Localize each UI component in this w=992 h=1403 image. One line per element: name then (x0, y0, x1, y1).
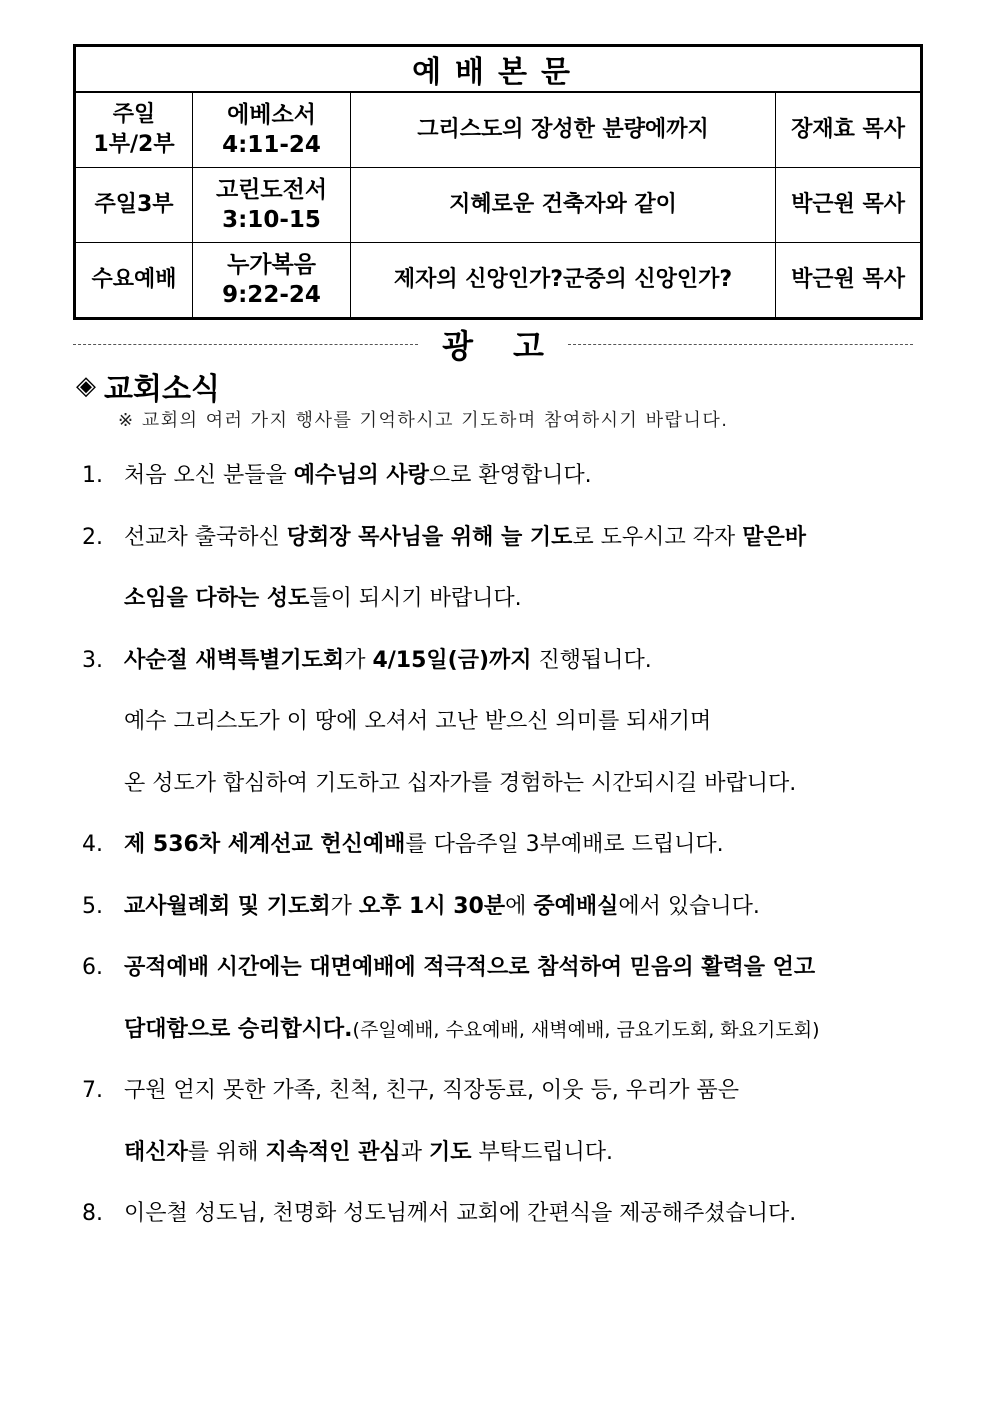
list-item (82, 758, 912, 820)
body-text: 예수 그리스도가 이 땅에 오셔서 고난 받으신 의미를 되새기며 (124, 709, 712, 734)
emphasis-text: 오후 1시 30분 (358, 893, 506, 919)
body-text: 처음 오신 분들을 (124, 463, 294, 488)
body-text: (주일예배, 수요예배, 새벽예배, 금요기도회, 화요기도회) (352, 1018, 820, 1041)
emphasis-text: 사순절 새벽특별기도회 (124, 647, 345, 673)
sermon-title: 지혜로운 건축자와 같이 (351, 168, 776, 243)
body-text: 진행됩니다. (531, 647, 652, 673)
service-name: 수요예배 (75, 243, 193, 319)
item-number: 8. (82, 1201, 103, 1226)
service-name: 주일 1부/2부 (75, 92, 193, 168)
body-text: 과 (400, 1139, 429, 1165)
body-text: 가 (344, 647, 373, 673)
scripture-reference: 고린도전서 3:10-15 (193, 168, 351, 243)
emphasis-text: 담대함으로 승리합시다. (124, 1016, 353, 1042)
news-list (82, 450, 912, 1250)
body-text: 이은철 성도님, 천명화 성도님께서 교회에 간편식을 제공해주셨습니다. (124, 1201, 797, 1226)
item-number: 2. (82, 524, 103, 550)
list-item (82, 1127, 912, 1189)
emphasis-text: 4/15일(금)까지 (372, 647, 532, 673)
table-row (75, 243, 922, 319)
emphasis-text: 지속적인 관심 (265, 1139, 401, 1165)
body-text: 들이 되시기 바랍니다. (309, 586, 522, 611)
list-item (82, 881, 912, 943)
diamond-icon: ◈ (76, 371, 96, 401)
body-text: 부탁드립니다. (471, 1139, 613, 1165)
body-text: 구원 얻지 못한 가족, 친척, 친구, 직장동료, 이웃 등, 우리가 품은 (124, 1078, 739, 1103)
service-name: 주일3부 (75, 168, 193, 243)
emphasis-text: 공적예배 시간에는 대면예배에 적극적으로 참석하여 믿음의 활력을 얻고 (124, 955, 816, 980)
list-item (82, 1188, 912, 1250)
sermon-title: 제자의 신앙인가?군중의 신앙인가? (351, 243, 776, 319)
speaker-name: 박근원 목사 (776, 243, 922, 319)
announcement-title: 광고 (442, 327, 584, 365)
body-text: 가 (330, 893, 359, 919)
body-text: 온 성도가 합심하여 기도하고 십자가를 경험하는 시간되시길 바랍니다. (124, 770, 797, 796)
body-text: 를 다음주일 3부예배로 드립니다. (405, 832, 724, 857)
item-number: 5. (82, 893, 103, 919)
emphasis-text: 예수님의 사랑 (293, 463, 429, 488)
emphasis-text: 제 536차 세계선교 헌신예배 (124, 832, 406, 857)
body-text: 를 위해 (187, 1139, 266, 1165)
worship-table (73, 44, 923, 320)
announcement-heading (73, 322, 913, 366)
section-title (76, 364, 220, 408)
emphasis-text: 기도 (428, 1139, 472, 1165)
emphasis-text: 맡은바 (742, 524, 806, 550)
list-item (82, 450, 912, 512)
list-item (82, 1065, 912, 1127)
list-item (82, 819, 912, 881)
worship-table-header: 예배본문 (75, 46, 922, 93)
list-item (82, 1004, 912, 1066)
item-number: 7. (82, 1078, 103, 1103)
sermon-title: 그리스도의 장성한 분량에까지 (351, 92, 776, 168)
list-item (82, 573, 912, 635)
table-row (75, 92, 922, 168)
emphasis-text: 교사월례회 및 기도회 (124, 893, 331, 919)
item-number: 3. (82, 647, 103, 673)
item-number: 1. (82, 463, 103, 488)
dashed-divider (73, 344, 418, 345)
list-item (82, 696, 912, 758)
body-text: 에서 있습니다. (618, 893, 760, 919)
emphasis-text: 중예배실 (533, 893, 619, 919)
body-text: 선교차 출국하신 (124, 524, 287, 550)
speaker-name: 박근원 목사 (776, 168, 922, 243)
item-number: 4. (82, 832, 103, 857)
speaker-name: 장재효 목사 (776, 92, 922, 168)
emphasis-text: 태신자 (124, 1139, 188, 1165)
emphasis-text: 소임을 다하는 성도 (124, 586, 310, 611)
body-text: 로 도우시고 각자 (572, 524, 743, 550)
body-text: 에 (505, 893, 534, 919)
emphasis-text: 당회장 목사님을 위해 늘 기도 (286, 524, 573, 550)
dashed-divider (568, 344, 913, 345)
list-item (82, 942, 912, 1004)
body-text: 으로 환영합니다. (428, 463, 592, 488)
list-item (82, 512, 912, 574)
item-number: 6. (82, 955, 103, 980)
scripture-reference: 누가복음 9:22-24 (193, 243, 351, 319)
list-item (82, 635, 912, 697)
note-text: ※ 교회의 여러 가지 행사를 기억하시고 기도하며 참여하시기 바랍니다. (118, 410, 729, 431)
table-row (75, 168, 922, 243)
scripture-reference: 에베소서 4:11-24 (193, 92, 351, 168)
section-title-text: 교회소식 (104, 372, 220, 407)
